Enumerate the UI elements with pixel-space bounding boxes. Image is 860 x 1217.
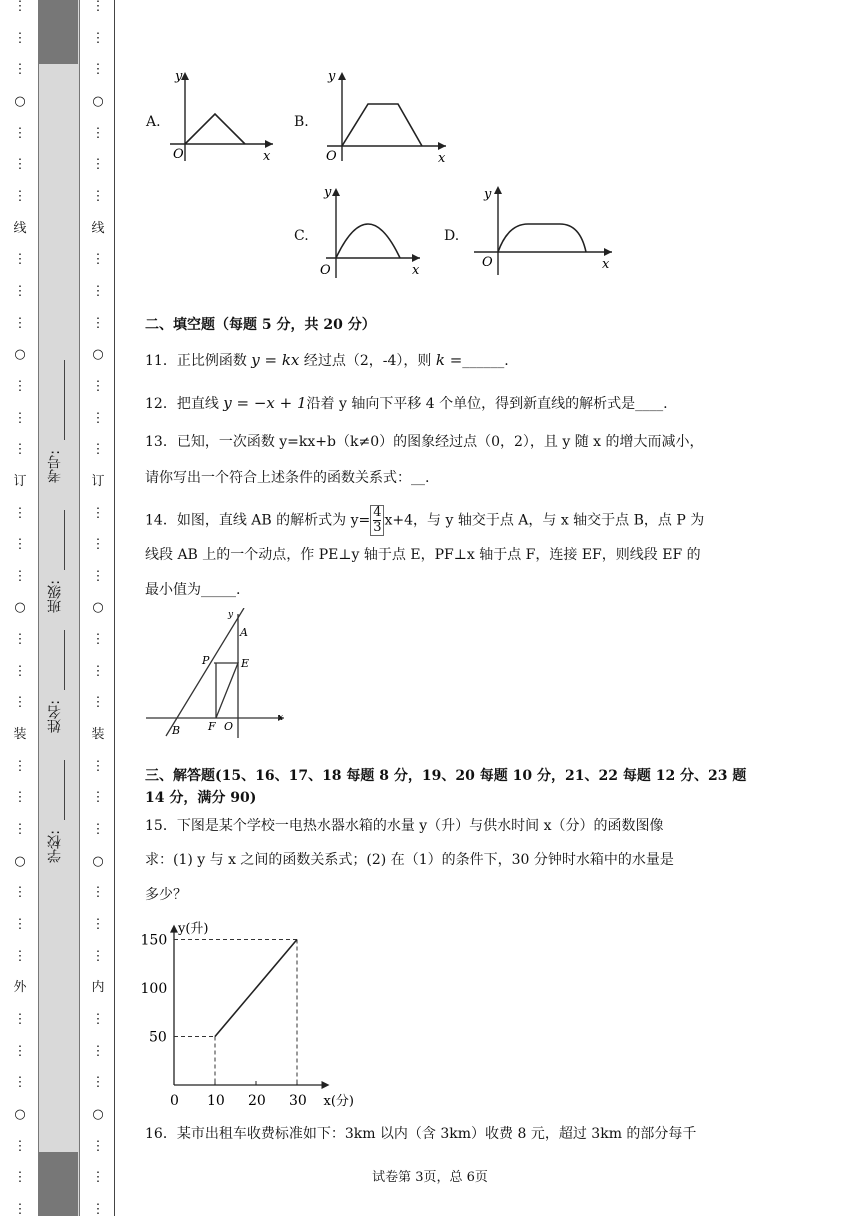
- outer-dots: ⋮: [13, 1012, 27, 1027]
- outer-dots: ⋮: [13, 1170, 27, 1186]
- y-tick-label: 50: [149, 1029, 167, 1046]
- inner-dots: ⋮: [91, 188, 105, 204]
- option-a-graph: [165, 66, 280, 166]
- option-b-label: B.: [294, 114, 309, 130]
- field-name-label: 姓名:: [47, 700, 63, 733]
- fig14-O: O: [224, 720, 234, 733]
- inner-dots: ⋮: [91, 315, 105, 331]
- outer-char: 装: [13, 727, 27, 743]
- q11-mid: 经过点（2，-4），则: [299, 353, 436, 369]
- x-axis-label: x(分): [323, 1094, 354, 1109]
- outer-circle: ○: [14, 93, 26, 109]
- inner-dots: ⋮: [91, 1170, 105, 1186]
- outer-dots: ⋮: [13, 62, 27, 78]
- fig14-P: P: [202, 654, 210, 667]
- question-15-line1: 15．下图是某个学校一电热水器水箱的水量 y（升）与供水时间 x（分）的函数图像: [145, 818, 664, 834]
- inner-dots: ⋮: [91, 283, 105, 299]
- section3-heading-line1: 三、解答题(15、16、17、18 每题 8 分，19、20 每题 10 分，21、22 每题 12 分、23 题: [145, 768, 747, 784]
- y-axis-arrow: [170, 925, 178, 933]
- q12-pre: 12．把直线: [145, 396, 224, 412]
- inner-circle: ○: [92, 1106, 104, 1122]
- graph-c-origin: O: [320, 263, 331, 278]
- outer-dots: ⋮: [13, 315, 27, 331]
- binding-strip-top-block: [38, 0, 78, 64]
- option-c-label: C.: [294, 228, 309, 244]
- inner-circle: ○: [92, 853, 104, 869]
- q12-post: 沿着 y 轴向下平移 4 个单位，得到新直线的解析式是____.: [306, 396, 668, 412]
- inner-dots: ⋮: [91, 1075, 105, 1091]
- outer-dots: ⋮: [13, 1201, 27, 1217]
- inner-dots: ⋮: [91, 568, 105, 584]
- outer-circle: ○: [14, 600, 26, 616]
- outer-dots: ⋮: [13, 252, 27, 268]
- outer-dots: ⋮: [13, 568, 27, 584]
- inner-dots: ⋮: [91, 1201, 105, 1217]
- fig14-B: B: [172, 724, 181, 737]
- figure-14: [144, 608, 294, 740]
- outer-char: 外: [13, 980, 27, 996]
- inner-dots: ⋮: [91, 1138, 105, 1154]
- question-14-line3: 最小值为_____.: [145, 582, 241, 598]
- inner-char: 线: [91, 220, 105, 236]
- inner-dots: ⋮: [91, 378, 105, 394]
- inner-circle: ○: [92, 93, 104, 109]
- outer-dots: ⋮: [13, 505, 27, 521]
- graph-b-y: y: [328, 69, 336, 84]
- inner-dots: ⋮: [91, 1043, 105, 1059]
- question-13-line2: 请你写出一个符合上述条件的函数关系式：__.: [145, 470, 430, 486]
- outer-circle: ○: [14, 1106, 26, 1122]
- q12-eq: y = −x + 1: [223, 394, 307, 412]
- inner-dots: ⋮: [91, 790, 105, 806]
- field-name-line: [64, 630, 65, 690]
- outer-dots: ⋮: [13, 0, 27, 14]
- graph-a-y: y: [175, 69, 183, 84]
- page-footer: 试卷第 3页，总 6页: [372, 1170, 488, 1185]
- outer-dots: ⋮: [13, 410, 27, 426]
- inner-dots: ⋮: [91, 30, 105, 46]
- question-15-line2: 求：(1) y 与 x 之间的函数关系式；(2) 在（1）的条件下，30 分钟时水箱中的水量是: [145, 852, 674, 868]
- q14-pre: 14．如图，直线 AB 的解析式为 y=: [145, 512, 371, 529]
- outer-dots: ⋮: [13, 663, 27, 679]
- outer-dots: ⋮: [13, 30, 27, 46]
- x-tick-label: 20: [248, 1093, 266, 1109]
- x-tick-label: 10: [207, 1093, 225, 1109]
- inner-dots: ⋮: [91, 695, 105, 711]
- inner-dots: ⋮: [91, 663, 105, 679]
- outer-dots: ⋮: [13, 125, 27, 141]
- outer-dots: ⋮: [13, 917, 27, 933]
- question-14-line1: [145, 505, 704, 536]
- outer-circle: ○: [14, 853, 26, 869]
- outer-dots: ⋮: [13, 378, 27, 394]
- x-tick-label: 30: [289, 1093, 307, 1109]
- x-tick-label: 0: [170, 1093, 179, 1109]
- outer-dots: ⋮: [13, 695, 27, 711]
- question-16-line1: 16．某市出租车收费标准如下：3km 以内（含 3km）收费 8 元，超过 3km 的部分每千: [145, 1126, 697, 1142]
- fig14-A: A: [240, 626, 248, 639]
- q11-pre: 11．正比例函数: [145, 353, 252, 369]
- question-12: [145, 393, 668, 414]
- inner-char: 内: [91, 980, 105, 996]
- fig14-y: y: [228, 610, 234, 620]
- binding-margin-inner: [86, 0, 110, 1216]
- inner-dots: ⋮: [91, 758, 105, 774]
- x-axis-arrow: [322, 1081, 330, 1089]
- outer-dots: ⋮: [13, 632, 27, 648]
- outer-dots: ⋮: [13, 537, 27, 553]
- outer-dots: ⋮: [13, 157, 27, 173]
- fig14-x: x: [278, 713, 284, 723]
- graph-d-x: x: [602, 257, 610, 272]
- outer-dots: ⋮: [13, 1075, 27, 1091]
- inner-dots: ⋮: [91, 917, 105, 933]
- field-class-label: 班级:: [47, 580, 63, 613]
- field-id-line: [64, 360, 65, 440]
- question-11: [145, 350, 509, 371]
- outer-dots: ⋮: [13, 188, 27, 204]
- inner-dots: ⋮: [91, 0, 105, 14]
- outer-dots: ⋮: [13, 1138, 27, 1154]
- y-tick-label: 100: [140, 981, 168, 997]
- inner-circle: ○: [92, 347, 104, 363]
- graph-d-y: y: [484, 187, 492, 202]
- outer-dots: ⋮: [13, 1043, 27, 1059]
- q14-fraction: [370, 505, 384, 536]
- option-b-graph: [322, 66, 452, 166]
- outer-dots: ⋮: [13, 758, 27, 774]
- inner-dots: ⋮: [91, 505, 105, 521]
- outer-char: 线: [13, 220, 27, 236]
- y-axis-label: y(升): [178, 921, 209, 937]
- field-id-label: 考号:: [47, 450, 63, 483]
- inner-dots: ⋮: [91, 885, 105, 901]
- outer-char: 订: [13, 473, 27, 489]
- inner-char: 装: [91, 727, 105, 743]
- graph-a-x: x: [263, 149, 271, 164]
- inner-dots: ⋮: [91, 632, 105, 648]
- question-15-line3: 多少？: [145, 887, 187, 903]
- outer-dots: ⋮: [13, 822, 27, 838]
- field-school-label: 学校:: [47, 830, 63, 863]
- field-class-line: [64, 510, 65, 570]
- outer-dots: ⋮: [13, 442, 27, 458]
- question-14-line2: 线段 AB 上的一个动点，作 PE⊥y 轴于点 E，PF⊥x 轴于点 F，连接 EF，则线段 EF 的: [145, 547, 701, 563]
- question-13-line1: 13．已知，一次函数 y=kx+b（k≠0）的图象经过点（0，2），且 y 随 x 的增大而减小，: [145, 434, 704, 450]
- inner-dots: ⋮: [91, 442, 105, 458]
- inner-dots: ⋮: [91, 948, 105, 964]
- outer-dots: ⋮: [13, 885, 27, 901]
- inner-char: 订: [91, 473, 105, 489]
- q11-post: ______.: [462, 353, 509, 369]
- graph-d-origin: O: [482, 255, 493, 270]
- option-d-graph: [474, 180, 618, 280]
- fig14-E: E: [241, 657, 250, 670]
- q11-eq: y = kx: [251, 351, 300, 369]
- graph-b-x: x: [438, 151, 446, 166]
- fig14-F: F: [208, 720, 216, 733]
- binding-margin-outer: [8, 0, 32, 1216]
- section2-heading: 二、填空题（每题 5 分，共 20 分）: [145, 317, 376, 333]
- y-tick-label: 150: [140, 932, 168, 949]
- graph-c-x: x: [412, 263, 420, 278]
- outer-dots: ⋮: [13, 790, 27, 806]
- q14-post: x+4，与 y 轴交于点 A，与 x 轴交于点 B，点 P 为: [384, 512, 705, 529]
- chart-15: [130, 905, 360, 1115]
- inner-dots: ⋮: [91, 252, 105, 268]
- inner-circle: ○: [92, 600, 104, 616]
- option-d-label: D.: [444, 228, 460, 244]
- inner-dots: ⋮: [91, 157, 105, 173]
- section3-heading-line2: 14 分，满分 90): [145, 790, 257, 806]
- margin-rule: [114, 0, 115, 1216]
- series-line: [215, 940, 297, 1037]
- graph-a-origin: O: [173, 147, 184, 162]
- inner-dots: ⋮: [91, 822, 105, 838]
- inner-dots: ⋮: [91, 125, 105, 141]
- outer-circle: ○: [14, 347, 26, 363]
- field-school-line: [64, 760, 65, 820]
- q14-num: 4: [373, 505, 382, 520]
- inner-dots: ⋮: [91, 410, 105, 426]
- graph-c-y: y: [324, 185, 332, 200]
- inner-dots: ⋮: [91, 537, 105, 553]
- outer-dots: ⋮: [13, 948, 27, 964]
- outer-dots: ⋮: [13, 283, 27, 299]
- inner-dots: ⋮: [91, 1012, 105, 1027]
- inner-dots: ⋮: [91, 62, 105, 78]
- graph-b-origin: O: [326, 149, 337, 164]
- q11-k: k =: [435, 351, 463, 369]
- q14-den: 3: [373, 520, 382, 535]
- option-c-graph: [316, 180, 426, 280]
- option-a-label: A.: [146, 114, 161, 130]
